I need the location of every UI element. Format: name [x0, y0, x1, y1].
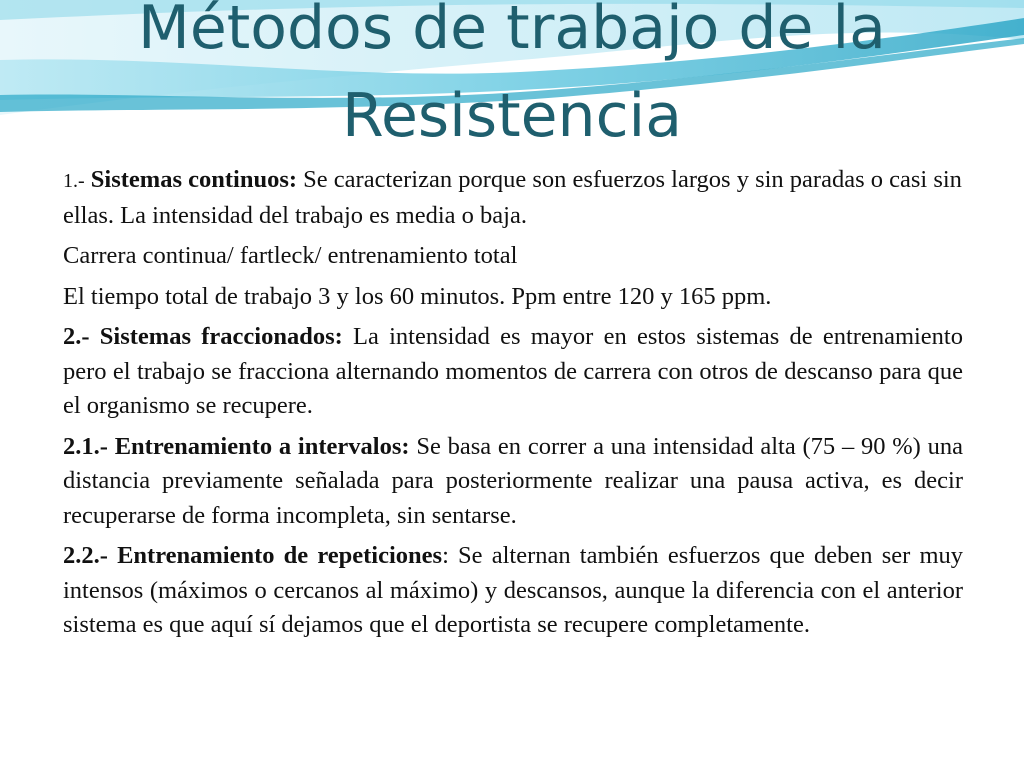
term-entrenamiento-repeticiones: 2.2.- Entrenamiento de repeticiones	[63, 542, 443, 569]
paragraph-sistemas-continuos	[63, 163, 963, 233]
paragraph-repeticiones	[63, 539, 963, 643]
paragraph-text: : Se alternan también esfuerzos que deben ser muy intensos (máximos o cercanos al máximo) y descansos, aunque la diferencia con el anterior sistema es que aquí sí dejamos que el deportista se recupere completamente.	[63, 542, 964, 638]
paragraph-sistemas-fraccionados	[63, 320, 963, 424]
term-entrenamiento-intervalos: 2.1.- Entrenamiento a intervalos:	[63, 432, 410, 460]
paragraph-tiempo: El tiempo total de trabajo 3 y los 60 minutos. Ppm entre 120 y 165 ppm.	[63, 282, 772, 310]
paragraph-text: Se basa en correr a una intensidad alta (75 – 90 %) una distancia previamente señalada para posteriormente realizar una pausa activa, es decir recuperarse de forma incompleta, sin sentarse.	[63, 432, 963, 529]
title-line-1: Métodos de trabajo de la	[138, 0, 886, 63]
paragraph-intervalos	[63, 430, 963, 534]
paragraph-carrera: Carrera continua/ fartleck/ entrenamiento total	[63, 242, 518, 269]
slide-body	[63, 163, 963, 649]
paragraph-text: Se caracterizan porque son esfuerzos largos y sin paradas o casi sin ellas. La intensidad del trabajo es media o baja.	[63, 166, 962, 229]
paragraph-number: 1.-	[63, 170, 85, 192]
term-sistemas-fraccionados: 2.- Sistemas fraccionados:	[63, 323, 343, 350]
title-line-2: Resistencia	[342, 81, 682, 151]
slide-title	[0, 0, 1024, 160]
paragraph-text: La intensidad es mayor en estos sistemas de entrenamiento pero el trabajo se fracciona alternando momentos de carrera con otros de descanso para que el organismo se recupere.	[63, 323, 963, 419]
term-sistemas-continuos: Sistemas continuos:	[90, 166, 298, 193]
